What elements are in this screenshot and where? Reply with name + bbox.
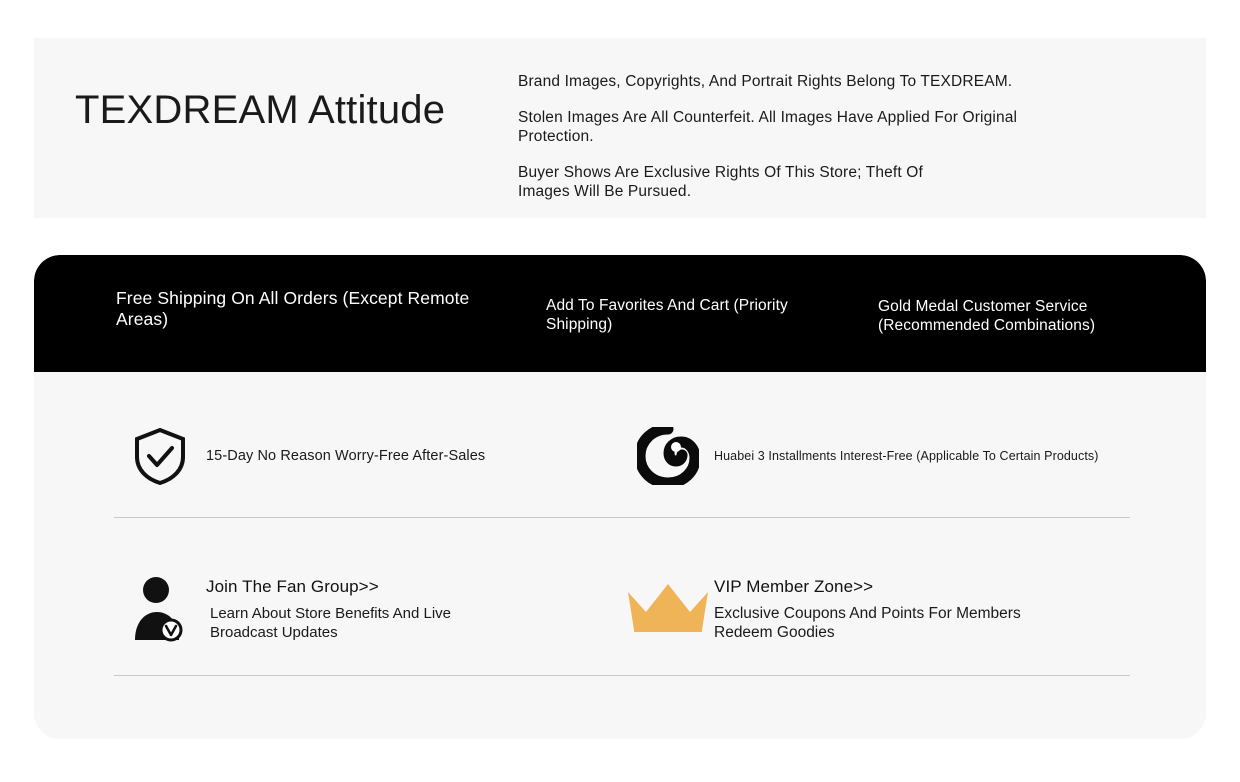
vip-zone-link[interactable]: VIP Member Zone>> <box>714 577 874 596</box>
crown-icon <box>622 580 714 638</box>
installments-label: Huabei 3 Installments Interest-Free (Applicable To Certain Products) <box>714 449 1099 463</box>
vip-zone-subtitle: Exclusive Coupons And Points For Members Redeem Goodies <box>714 605 1021 641</box>
fan-group-subtitle: Learn About Store Benefits And Live Broadcast Updates <box>210 605 452 641</box>
service-card <box>34 255 1206 739</box>
huabei-icon <box>622 427 714 485</box>
service-header-item-favorites: Add To Favorites And Cart (Priority Shipping) <box>546 297 788 333</box>
page-title: TEXDREAM Attitude <box>75 88 446 132</box>
feature-installments <box>622 395 1099 517</box>
feature-row <box>114 543 1130 676</box>
after-sales-label: 15-Day No Reason Worry-Free After-Sales <box>206 448 486 464</box>
attitude-line-3: Buyer Shows Are Exclusive Rights Of This Store; Theft Of Images Will Be Pursued. <box>518 164 923 200</box>
feature-vip-zone[interactable] <box>622 543 1044 675</box>
feature-after-sales <box>114 395 485 517</box>
service-header-item-shipping: Free Shipping On All Orders (Except Remote Areas) <box>116 288 470 329</box>
fan-group-text <box>206 576 510 642</box>
attitude-text-block <box>518 72 1098 218</box>
vip-zone-text <box>714 576 1044 642</box>
service-header <box>34 255 1206 372</box>
attitude-line-1: Brand Images, Copyrights, And Portrait Rights Belong To TEXDREAM. <box>518 73 1013 90</box>
shield-check-icon <box>114 427 206 485</box>
feature-fan-group[interactable] <box>114 543 510 675</box>
service-header-item-customer-service: Gold Medal Customer Service (Recommended Combinations) <box>878 298 1096 334</box>
user-vip-icon <box>114 574 206 644</box>
attitude-line-2: Stolen Images Are All Counterfeit. All Images Have Applied For Original Protection. <box>518 109 1018 145</box>
attitude-banner <box>34 38 1206 218</box>
fan-group-link[interactable]: Join The Fan Group>> <box>206 577 379 596</box>
feature-row <box>114 395 1130 518</box>
